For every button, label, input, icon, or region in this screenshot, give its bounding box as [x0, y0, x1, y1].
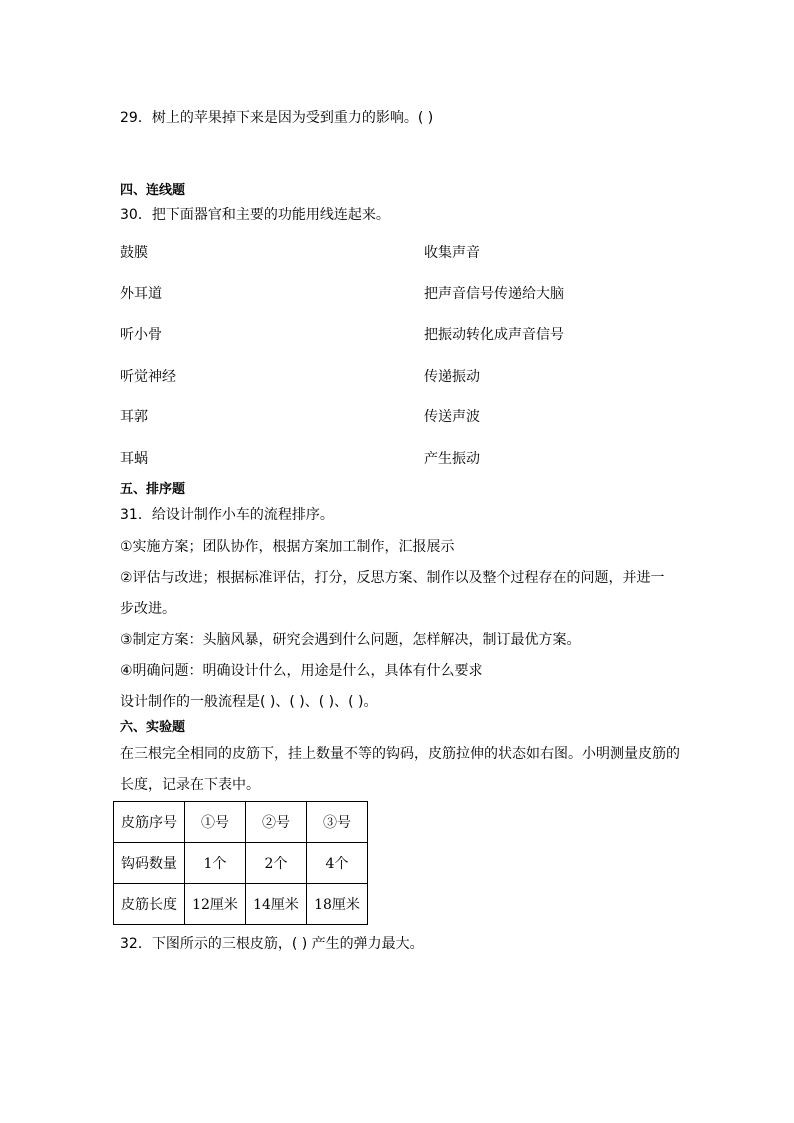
function-item: 传递振动	[424, 369, 480, 385]
experiment-intro: 在三根完全相同的皮筋下，挂上数量不等的钩码，皮筋拉伸的状态如右图。小明测量皮筋的	[120, 746, 680, 762]
step-1: ①实施方案；团队协作，根据方案加工制作，汇报展示	[120, 539, 455, 555]
table-row	[114, 843, 368, 884]
table-cell: ①号	[185, 802, 246, 843]
step-2: ②评估与改进；根据标准评估，打分，反思方案、制作以及整个过程存在的问题，并进一	[120, 570, 665, 586]
table-cell: 14厘米	[246, 884, 307, 925]
organ-item: 听觉神经	[120, 369, 176, 385]
process-answer-line: 设计制作的一般流程是( )、( )、( )、( )。	[120, 694, 378, 710]
step-4: ④明确问题：明确设计什么，用途是什么，具体有什么要求	[120, 663, 483, 679]
table-cell: 18厘米	[307, 884, 368, 925]
question-29: 29．树上的苹果掉下来是因为受到重力的影响。( )	[120, 110, 434, 126]
table-cell: 皮筋序号	[114, 802, 185, 843]
table-cell: 12厘米	[185, 884, 246, 925]
organ-item: 听小骨	[120, 327, 162, 343]
organ-item: 鼓膜	[120, 245, 148, 261]
step-2-continued: 步改进。	[120, 601, 176, 617]
organ-item: 耳郭	[120, 409, 148, 425]
step-3: ③制定方案：头脑风暴，研究会遇到什么问题，怎样解决，制订最优方案。	[120, 632, 581, 648]
table-cell: 1个	[185, 843, 246, 884]
table-row	[114, 802, 368, 843]
question-30: 30．把下面器官和主要的功能用线连起来。	[120, 207, 390, 223]
experiment-intro-continued: 长度，记录在下表中。	[120, 777, 260, 793]
table-cell: 4个	[307, 843, 368, 884]
function-item: 收集声音	[424, 245, 480, 261]
function-item: 把振动转化成声音信号	[424, 327, 564, 343]
table-cell: 2个	[246, 843, 307, 884]
function-item: 把声音信号传递给大脑	[424, 286, 564, 302]
organ-item: 耳蜗	[120, 451, 148, 467]
function-item: 产生振动	[424, 451, 480, 467]
section-4-title: 四、连线题	[120, 183, 186, 198]
question-31: 31．给设计制作小车的流程排序。	[120, 507, 334, 523]
rubber-band-table	[113, 801, 368, 925]
table-row	[114, 884, 368, 925]
organ-item: 外耳道	[120, 286, 162, 302]
function-item: 传送声波	[424, 409, 480, 425]
question-32: 32．下图所示的三根皮筋，( ) 产生的弹力最大。	[120, 936, 424, 952]
table-cell: 皮筋长度	[114, 884, 185, 925]
table-cell: 钩码数量	[114, 843, 185, 884]
section-6-title: 六、实验题	[120, 720, 186, 735]
table-cell: ②号	[246, 802, 307, 843]
table-cell: ③号	[307, 802, 368, 843]
section-5-title: 五、排序题	[120, 482, 186, 497]
